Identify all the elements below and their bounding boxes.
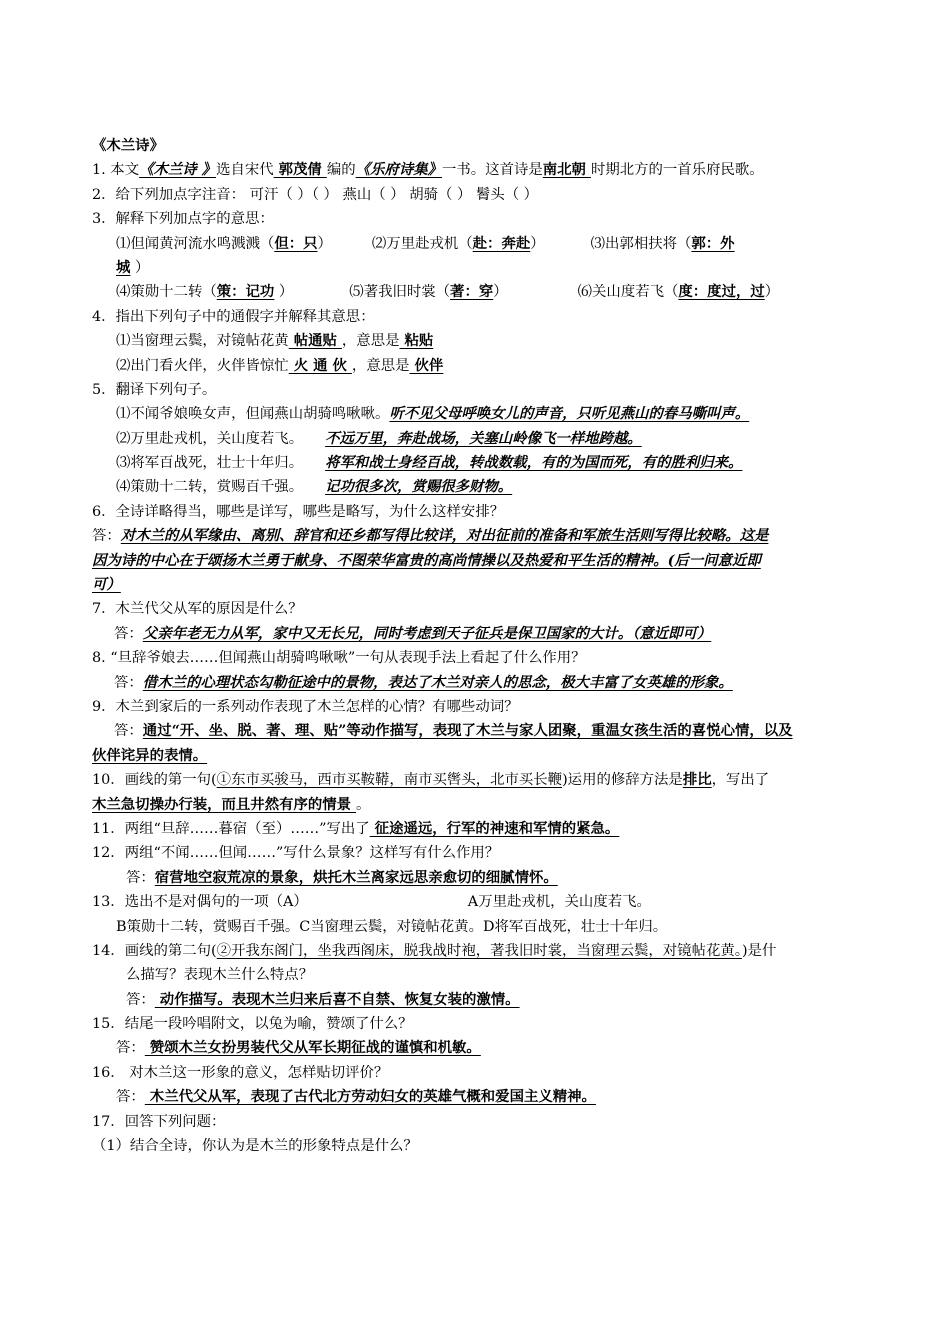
question-15-answer — [92, 1036, 882, 1060]
q5-item-2: ⑵万里赴戎机，关山度若飞。 — [116, 430, 304, 447]
q3-answer-5: 著：穿 — [450, 283, 494, 301]
q1-answer-2: 郭茂倩 — [273, 161, 327, 179]
q1-text-3: 编的 — [326, 162, 356, 179]
answer-label: 答： — [126, 869, 155, 886]
question-3-stem: 3．解释下列加点字的意思： — [92, 211, 274, 228]
q5-answer-1: 听不见父母呼唤女儿的声音，只听见燕山的春马嘶叫声。 — [389, 405, 750, 423]
q14-text-2: )是什 — [741, 942, 777, 959]
q6-answer-3: 可） — [92, 576, 121, 594]
q4-meaning-label-2: ，意思是 — [351, 357, 410, 374]
question-14 — [92, 939, 882, 963]
question-2: 2．给下列加点字注音： 可汗（ ）（ ） 燕山（ ） 胡骑（ ） 鬌头（ ） — [92, 186, 539, 203]
question-14-line-2: 么描写？表现木兰什么特点？ — [126, 967, 314, 984]
q3-item-3: ⑶出郭相扶将（ — [590, 235, 692, 252]
q14-answer: 动作描写。表现木兰归来后喜不自禁、恢复女装的激情。 — [154, 990, 520, 1008]
q1-text-2: 选自宋代 — [216, 162, 274, 179]
question-15-stem: 15．结尾一段吟唱附文，以兔为喻，赞颂了什么？ — [92, 1016, 413, 1033]
q10-quote: ①东市买骏马，西市买鞍鞯，南市买辔头，北市买长鞭 — [216, 772, 563, 789]
q5-answer-3: 将军和战士身经百战，转战数载，有的为国而死，有的胜利归来。 — [325, 454, 743, 472]
question-5-row-2 — [92, 427, 882, 451]
q3-item-5: ⑸著我旧时裳（ — [349, 284, 451, 301]
question-17-stem: 17．回答下列问题： — [92, 1113, 226, 1130]
answer-label: 答： — [114, 625, 143, 642]
q3-item-2: ⑵万里赴戎机（ — [371, 235, 473, 252]
question-5-row-3 — [92, 451, 882, 475]
q4-meaning-2: 伙伴 — [409, 356, 444, 374]
answer-label: 答： — [114, 674, 143, 691]
q5-item-3: ⑶将军百战死，壮士十年归。 — [116, 455, 304, 472]
q7-answer: 父亲年老无力从军，家中又无长兄，同时考虑到天子征兵是保卫国家的大计。（意近即可） — [142, 624, 712, 642]
q3-paren-2: ） — [530, 235, 545, 252]
question-6-answer-line-2 — [92, 549, 882, 573]
q10-text-1: 10．画线的第一句( — [92, 772, 217, 789]
q14-quote: ②开我东阁门，坐我西阁床，脱我战时袍，著我旧时裳，当窗理云鬓，对镜帖花黄。 — [216, 942, 742, 959]
q5-answer-4: 记功很多次，赏赐很多财物。 — [325, 478, 513, 496]
question-4-row-1 — [92, 329, 882, 353]
question-16-answer — [92, 1085, 882, 1109]
answer-label: 答： — [114, 723, 143, 740]
question-6-answer-line-1 — [92, 524, 882, 548]
q9-answer-2: 伙伴诧异的表情。 — [92, 746, 208, 764]
q3-paren-4: ） — [274, 284, 294, 301]
q3-answer-4: 策：记功 — [216, 283, 275, 301]
answer-label: 答： — [116, 1089, 145, 1106]
q10-answer-2: 木兰急切操办行装，而且井然有序的情景 — [92, 795, 357, 813]
q3-answer-6: 度：度过，过 — [678, 283, 765, 301]
q4-meaning-1: 粘贴 — [399, 332, 434, 350]
document-title: 《木兰诗》 — [92, 137, 164, 154]
q1-text-1: 1. 本文 — [92, 162, 140, 179]
q3-paren-5: ） — [493, 284, 508, 301]
question-11 — [92, 817, 882, 841]
q3-answer-3: 郭：外 — [691, 234, 735, 252]
q5-answer-2: 不远万里，奔赴战场，关塞山岭像飞一样地跨越。 — [325, 429, 642, 447]
question-10-line-2 — [92, 793, 882, 817]
q6-answer-2: 因为诗的中心在于颂扬木兰勇于献身、不图荣华富贵的高尚情操以及热爱和平生活的精神。(后一问意近即 — [92, 551, 761, 569]
answer-label: 答： — [92, 528, 121, 545]
q4-answer-2: 火 通 伙 — [288, 356, 352, 374]
q1-answer-1: 《木兰诗 》 — [139, 161, 217, 179]
question-13 — [92, 890, 882, 914]
question-9-answer-line-2 — [92, 744, 882, 768]
q1-answer-3: 《乐府诗集》 — [355, 161, 442, 179]
question-1 — [92, 158, 882, 182]
q3-answer-1: 但：只 — [274, 234, 318, 252]
question-7-stem: 7．木兰代父从军的原因是什么？ — [92, 601, 303, 618]
q4-meaning-label-1: ，意思是 — [341, 333, 400, 350]
question-16-stem: 16． 对木兰这一形象的意义，怎样贴切评价？ — [92, 1064, 389, 1081]
question-5-stem: 5．翻译下列句子。 — [92, 381, 217, 398]
question-4-stem: 4．指出下列句子中的通假字并解释其意思： — [92, 308, 375, 325]
question-3-row-1 — [92, 232, 882, 256]
q12-answer: 宿营地空寂荒凉的景象，烘托木兰离家远思亲愈切的细腻情怀。 — [154, 868, 558, 886]
q10-text-4: 。 — [356, 796, 371, 813]
question-14-answer — [92, 988, 882, 1012]
q15-answer: 赞颂木兰女扮男装代父从军长期征战的谨慎和机敏。 — [144, 1039, 481, 1057]
question-9-stem: 9．木兰到家后的一系列动作表现了木兰怎样的心情？有哪些动词？ — [92, 698, 519, 715]
q10-answer-1: 排比 — [682, 771, 712, 789]
question-8-answer — [92, 671, 882, 695]
q4-answer-1: 帖通贴 — [288, 332, 342, 350]
q13-option-a: A万里赴戎机，关山度若飞。 — [467, 894, 651, 911]
question-13-options: B策勋十二转，赏赐百千强。C当窗理云鬓，对镜帖花黄。D将军百战死，壮士十年归。 — [116, 918, 668, 935]
answer-label: 答： — [116, 1040, 145, 1057]
question-7-answer — [92, 622, 882, 646]
question-9-answer-line-1 — [92, 719, 882, 743]
q3-item-1: ⑴但闻黄河流水鸣溅溅（ — [116, 235, 275, 252]
q3-paren-3: ） — [130, 259, 150, 276]
question-6-answer-line-3 — [92, 573, 882, 597]
q1-text-4: 一书。这首诗是 — [442, 162, 543, 179]
q3-paren-1: ） — [317, 235, 332, 252]
question-3-row-1b — [92, 256, 882, 280]
q5-item-4: ⑷策勋十二转，赏赐百千强。 — [116, 479, 304, 496]
q1-answer-4: 南北朝 — [542, 161, 591, 179]
q16-answer: 木兰代父从军，表现了古代北方劳动妇女的英雄气概和爱国主义精神。 — [144, 1088, 596, 1106]
q3-answer-2: 赴：奔赴 — [472, 234, 531, 252]
question-6-stem: 6．全诗详略得当，哪些是详写，哪些是略写，为什么这样安排？ — [92, 503, 505, 520]
question-8-stem: 8. “旦辞爷娘去……但闻燕山胡骑鸣啾啾”一句从表现手法上看起了什么作用？ — [92, 650, 586, 667]
q1-text-5: 时期北方的一首乐府民歌。 — [590, 162, 764, 179]
question-3-row-2 — [92, 280, 882, 304]
q14-text-1: 14．画线的第二句( — [92, 942, 217, 959]
q11-text: 11．两组“旦辞……暮宿（至）……”写出了 — [92, 820, 370, 837]
q4-item-1: ⑴当窗理云鬓，对镜帖花黄 — [116, 333, 289, 350]
question-17-sub-1: （1）结合全诗，你认为是木兰的形象特点是什么？ — [92, 1138, 418, 1155]
question-10 — [92, 768, 882, 792]
q11-answer: 征途遥远，行军的神速和军情的紧急。 — [369, 819, 620, 837]
document-page — [92, 134, 882, 1158]
q9-answer-1: 通过“开、坐、脱、著、理、贴”等动作描写，表现了木兰与家人团聚，重温女孩生活的喜悦心情，以及 — [142, 722, 793, 740]
q6-answer-1: 对木兰的从军缘由、离别、辞官和还乡都写得比较详，对出征前的准备和军旅生活则写得比较略。这是 — [120, 527, 769, 545]
q5-item-1: ⑴不闻爷娘唤女声，但闻燕山胡骑鸣啾啾。 — [116, 406, 390, 423]
answer-label: 答： — [126, 991, 155, 1008]
q4-item-2: ⑵出门看火伴，火伴皆惊忙 — [116, 357, 289, 374]
q8-answer: 借木兰的心理状态勾勒征途中的景物，表达了木兰对亲人的思念，极大丰富了女英雄的形象。 — [142, 673, 733, 691]
q3-item-6: ⑹关山度若飞（ — [577, 284, 679, 301]
question-4-row-2 — [92, 354, 882, 378]
question-12-stem: 12．两组“不闻……但闻……”写什么景象？这样写有什么作用？ — [92, 845, 500, 862]
q10-text-2: )运用的修辞方法是 — [562, 772, 683, 789]
question-5-row-4 — [92, 475, 882, 499]
question-5-row-1 — [92, 402, 882, 426]
q13-stem: 13．选出不是对偶句的一项（A） — [92, 894, 308, 911]
q3-paren-6: ） — [764, 284, 780, 301]
q10-text-3: ，写出了 — [711, 772, 770, 789]
q3-item-4: ⑷策勋十二转（ — [116, 284, 217, 301]
question-12-answer — [92, 866, 882, 890]
q3-answer-3-cont: 城 — [116, 258, 131, 276]
